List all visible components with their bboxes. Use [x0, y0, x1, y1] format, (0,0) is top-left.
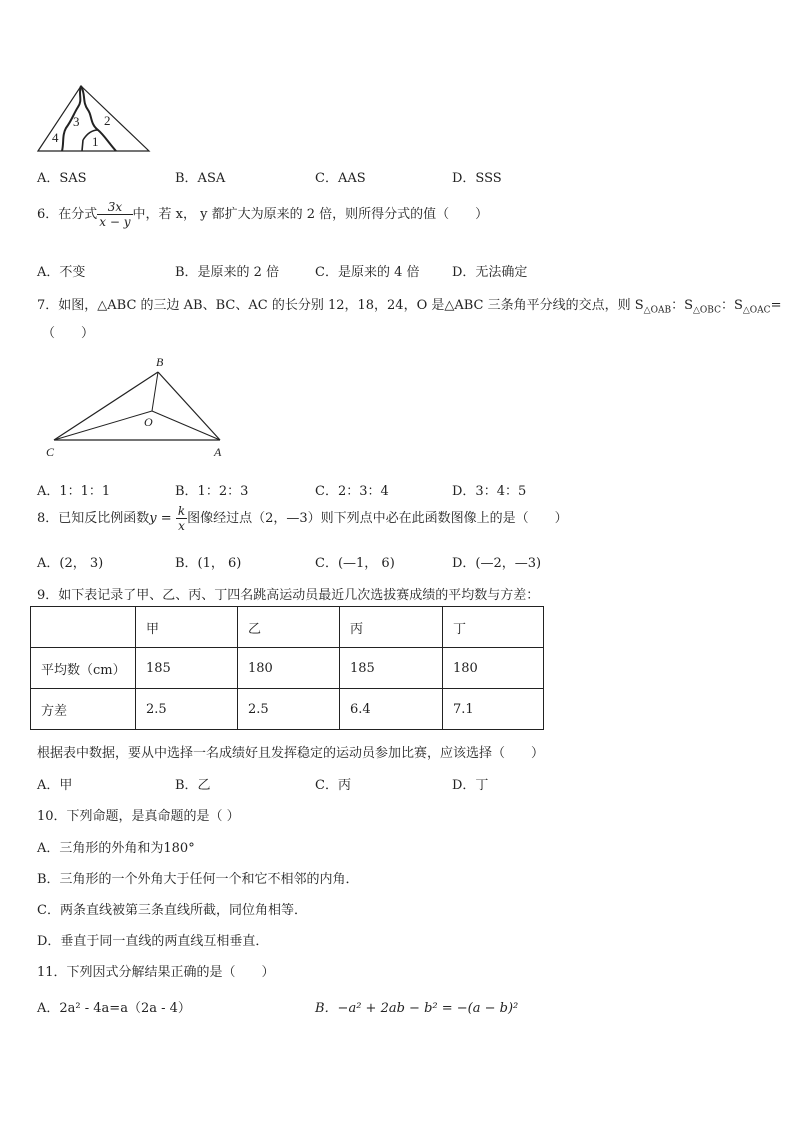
label-b: B [156, 355, 164, 369]
q6-stem-pre: 6．在分式 [37, 207, 98, 222]
table-header-cell [31, 607, 136, 648]
q8-equals: = [156, 511, 176, 526]
q5-option-b[interactable]: B．ASA [175, 171, 226, 186]
q7-stem [37, 294, 781, 316]
q7-option-c[interactable]: C．2：3：4 [315, 484, 389, 499]
q9-option-b[interactable]: B．乙 [175, 778, 211, 793]
q7-area-oac: △OAC [742, 305, 771, 316]
table-row [31, 648, 544, 689]
table-cell: 185 [340, 648, 443, 689]
q7-option-b[interactable]: B．1：2：3 [175, 484, 249, 499]
q6-stem [37, 200, 488, 229]
q11-option-a[interactable]: A．2a² - 4a=a（2a - 4） [37, 1001, 191, 1016]
table-cell: 180 [443, 648, 544, 689]
table-header-cell: 甲 [136, 607, 238, 648]
q5-option-c[interactable]: C．AAS [315, 171, 366, 186]
q8-option-b[interactable]: B．(1， 6) [175, 556, 242, 571]
q6-option-a[interactable]: A．不变 [37, 265, 86, 280]
q10-option-d[interactable]: D．垂直于同一直线的两直线互相垂直． [37, 934, 269, 949]
q7-option-d[interactable]: D．3：4：5 [452, 484, 527, 499]
table-cell: 2.5 [136, 689, 238, 730]
q7-option-a[interactable]: A．1：1：1 [37, 484, 111, 499]
q11-option-b[interactable]: B．−a² + 2ab − b² = −(a − b)² [315, 1001, 519, 1016]
q6-option-d[interactable]: D．无法确定 [452, 265, 528, 280]
q8-y: y [149, 511, 157, 526]
table-header-cell: 丙 [340, 607, 443, 648]
q8-denominator: x [178, 519, 185, 533]
table-header-cell: 丁 [443, 607, 544, 648]
table-cell: 2.5 [238, 689, 340, 730]
q9-option-c[interactable]: C．丙 [315, 778, 351, 793]
fig-label-3: 3 [73, 114, 80, 129]
q8-stem [37, 504, 568, 533]
score-table [30, 606, 544, 730]
fig-label-4: 4 [52, 130, 59, 145]
table-cell: 180 [238, 648, 340, 689]
q10-option-b[interactable]: B．三角形的一个外角大于任何一个和它不相邻的内角． [37, 872, 359, 887]
fig-label-2: 2 [104, 113, 111, 128]
table-header-cell: 乙 [238, 607, 340, 648]
q9-option-d[interactable]: D．丁 [452, 778, 489, 793]
table-cell: 6.4 [340, 689, 443, 730]
label-a: A [214, 445, 222, 459]
table-cell: 方差 [31, 689, 136, 730]
table-cell: 平均数（cm） [31, 648, 136, 689]
q7-area-obc: △OBC [693, 305, 721, 316]
table-row [31, 689, 544, 730]
table-cell: 185 [136, 648, 238, 689]
q8-numerator: k [177, 504, 186, 518]
q8-stem-post: 图像经过点（2，—3）则下列点中必在此函数图像上的是（ ） [187, 511, 568, 526]
q10-stem: 10．下列命题，是真命题的是（ ） [37, 809, 240, 824]
q8-option-c[interactable]: C．(—1， 6) [315, 556, 395, 571]
table-cell: 7.1 [443, 689, 544, 730]
q11-stem: 11．下列因式分解结果正确的是（ ） [37, 965, 275, 980]
q5-option-d[interactable]: D．SSS [452, 171, 502, 186]
q10-option-c[interactable]: C．两条直线被第三条直线所截，同位角相等． [37, 903, 307, 918]
q7-answer-blank: （ ） [42, 326, 95, 341]
triangle-abc-figure [40, 350, 240, 462]
q8-stem-pre: 8．已知反比例函数 [37, 511, 150, 526]
label-c: C [46, 445, 55, 459]
q6-option-c[interactable]: C．是原来的 4 倍 [315, 265, 420, 280]
q9-option-a[interactable]: A．甲 [37, 778, 73, 793]
q6-denominator: x − y [99, 215, 131, 229]
q8-fraction [176, 504, 187, 533]
q7-stem-text: 7．如图，△ABC 的三边 AB、BC、AC 的长分别 12，18，24，O 是△ABC 三条角平分线的交点，则 S [37, 298, 644, 313]
q7-equals: = [770, 298, 782, 313]
q9-stem: 9．如下表记录了甲、乙、丙、丁四名跳高运动员最近几次选拔赛成绩的平均数与方差： [37, 588, 540, 603]
q7-sep-2: ：S [720, 298, 743, 313]
triangle-pieces-figure [36, 80, 154, 156]
q10-option-a[interactable]: A．三角形的外角和为180° [37, 841, 195, 856]
q9-question: 根据表中数据，要从中选择一名成绩好且发挥稳定的运动员参加比赛，应该选择（ ） [37, 746, 545, 761]
q5-option-a[interactable]: A．SAS [37, 171, 87, 186]
q6-fraction [97, 200, 132, 229]
q6-option-b[interactable]: B．是原来的 2 倍 [175, 265, 280, 280]
fig-label-1: 1 [92, 134, 99, 149]
q7-sep-1: ：S [671, 298, 693, 313]
table-header-row [31, 607, 544, 648]
label-o: O [144, 415, 153, 429]
q6-stem-post: 中，若 x， y 都扩大为原来的 2 倍，则所得分式的值（ ） [132, 207, 489, 222]
q8-option-a[interactable]: A．(2， 3) [37, 556, 104, 571]
q7-area-oab: △OAB [643, 305, 672, 316]
q6-numerator: 3x [97, 200, 132, 215]
q8-option-d[interactable]: D．(—2，—3) [452, 556, 542, 571]
